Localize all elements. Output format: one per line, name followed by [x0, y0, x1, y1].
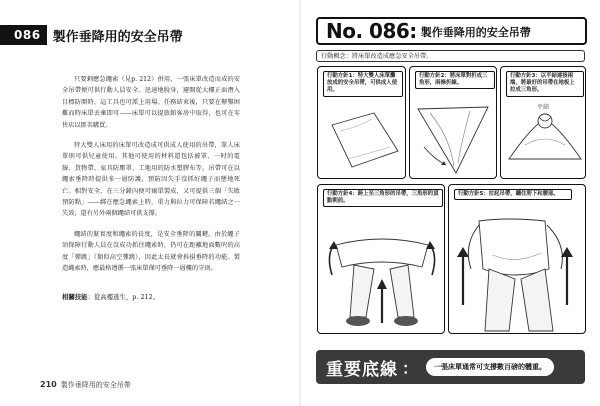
step-caption: 行動方針4：跨上至三角形的吊帶，三角形的頂點朝前。	[323, 189, 443, 207]
right-page	[300, 0, 600, 406]
bottom-line-box	[316, 350, 585, 384]
related-skills-text: ：從高樓逃生，p. 212。	[87, 293, 160, 301]
chapter-title: 製作垂降用的安全吊帶	[52, 29, 183, 45]
step-caption: 行動方針5：拉起吊帶，纏住胯下和腰部。	[454, 189, 572, 200]
step-panel-5	[448, 184, 586, 334]
chapter-number: 086	[0, 25, 47, 45]
step-in-illustration	[318, 185, 445, 334]
square-knot-label: 平結	[537, 104, 550, 111]
bottom-line-text: 一張床單通常可支撐數百磅的體重。	[426, 358, 554, 376]
skill-title: 製作垂降用的安全吊帶	[420, 26, 531, 39]
paragraph: 繩結的緊實度和繩索的長度，是安全垂降的關鍵。由於繩子須保障行動人員在沒成功抓住繩索時，仍可在距離地面數呎的高度「彈跳」（類似高空彈跳），因此太長就會拆損垂降的功能。製造縄索時，應最格遵循一張床單僅可垂降一層樓的守則。	[62, 230, 240, 273]
paragraph: 特大雙人床用的床單可改造成可供成人使用的吊帶，單人床單則可供兒童使用。其他可使用的材料還包括被罩、一时的電線、貨物帶、家具防塵罩、工地用的防水塑膠布等。吊帶可在以繩索垂降時提供多一層防護，預防因失手沒抓好繩子而墜地死亡。相對安全，在三分鐘內便可爾單製成，又可提供三個「失敗預防點」——綁在應急繩索上時，重力與拉力可保障若繩結之一失效，還有另外兩個繩結可供支撐。	[62, 142, 240, 218]
folio-title: 製作垂降用的安全吊帶	[60, 381, 131, 389]
step-panel-4	[317, 184, 445, 334]
skill-header	[316, 17, 587, 45]
step-caption: 行動方針2：將床單對折成三角形，兩條折線。	[415, 71, 495, 89]
related-skills-label: 相關技能	[62, 293, 88, 301]
related-skills	[62, 292, 159, 301]
square-knot-illustration	[501, 67, 586, 179]
page-number: 210	[40, 380, 57, 389]
body-text	[62, 74, 240, 284]
chapter-header	[0, 24, 183, 46]
fold-triangle-illustration	[410, 67, 497, 179]
step-panel-3	[500, 66, 586, 179]
bottom-line-colon: ：	[402, 358, 419, 378]
pull-up-illustration	[449, 185, 586, 334]
bottom-line-label: 重要底線	[326, 359, 398, 380]
action-concept: 行動概念：將床單改造成應急安全吊帶。	[316, 50, 585, 62]
step-caption: 行動方針3：以平結連接兩端，將最好的吊帶在地板上拉成三角形。	[506, 71, 584, 97]
flat-sheet-illustration	[318, 67, 406, 179]
page-folio	[40, 380, 131, 390]
step-caption: 行動方針1：特大雙人床單攤放成的安全吊帶，可供成人使用。	[323, 71, 403, 97]
paragraph: 只要剩應急繩索（見p. 212）併用，一張床單改造而成的安全吊帶便可供行動人員安全、迅速地脫身，避開從大樓正面潛入目標防開時，這工具也可派上用場。任務結束後，只要在辦鑿困難而時床單丟棄即可——床單可以提旅館客房中取得，也可在零售店以匿名購買。	[62, 76, 240, 129]
step-panel-1	[317, 66, 406, 179]
step-panel-2	[409, 66, 497, 179]
skill-number: No. 086:	[326, 19, 417, 43]
